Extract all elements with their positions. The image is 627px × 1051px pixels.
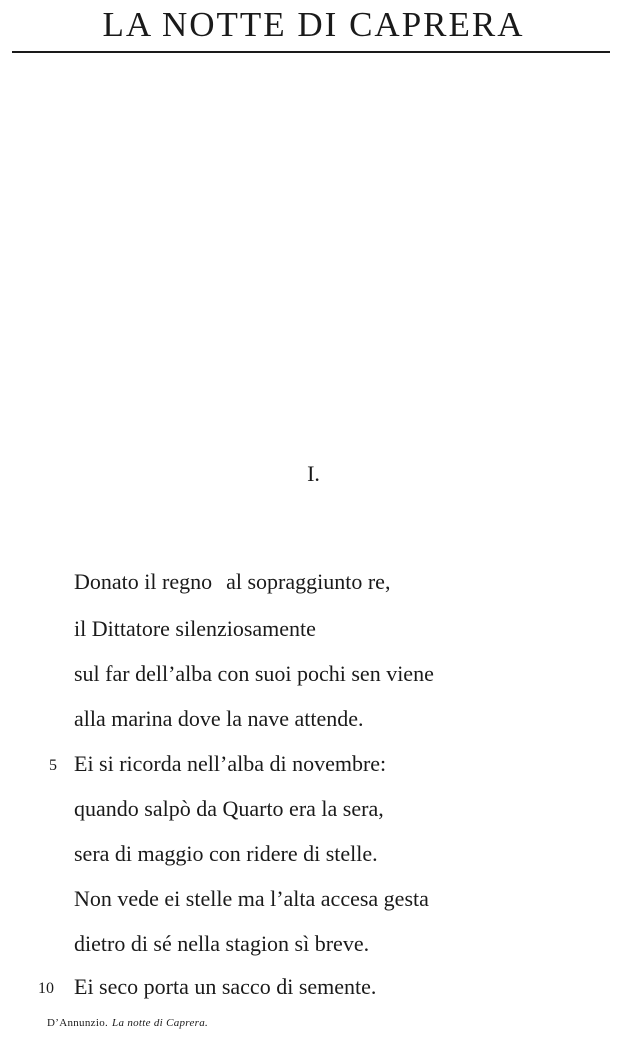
verse-line-1-part-b: al sopraggiunto re, (226, 569, 391, 594)
signature-work: La notte di Caprera. (112, 1017, 209, 1029)
running-title: LA NOTTE DI CAPRERA (102, 5, 525, 44)
signature-line (47, 1014, 208, 1032)
section-number: I. (307, 461, 320, 486)
verse-line-1-part-a: Donato il regno (74, 569, 213, 594)
verse-line-2: il Dittatore silenziosamente (74, 616, 316, 641)
verse-line-5: Ei si ricorda nell’alba di novembre: (74, 751, 387, 776)
verse-line-3: sul far dell’alba con suoi pochi sen viene (74, 661, 434, 686)
verse-line-9: dietro di sé nella stagion sì breve. (74, 931, 370, 956)
verse-line-7: sera di maggio con ridere di stelle. (74, 841, 378, 866)
line-number-10: 10 (38, 980, 54, 997)
verse-line-6: quando salpò da Quarto era la sera, (74, 796, 384, 821)
verse-line-4: alla marina dove la nave attende. (74, 706, 364, 731)
verse-line-1 (74, 568, 390, 596)
verse-line-8: Non vede ei stelle ma l’alta accesa gesta (74, 886, 429, 911)
line-number-5: 5 (49, 757, 57, 774)
title-rule (12, 51, 610, 53)
verse-line-10: Ei seco porta un sacco di semente. (74, 974, 377, 999)
signature-author: D’Annunzio. (47, 1017, 109, 1029)
